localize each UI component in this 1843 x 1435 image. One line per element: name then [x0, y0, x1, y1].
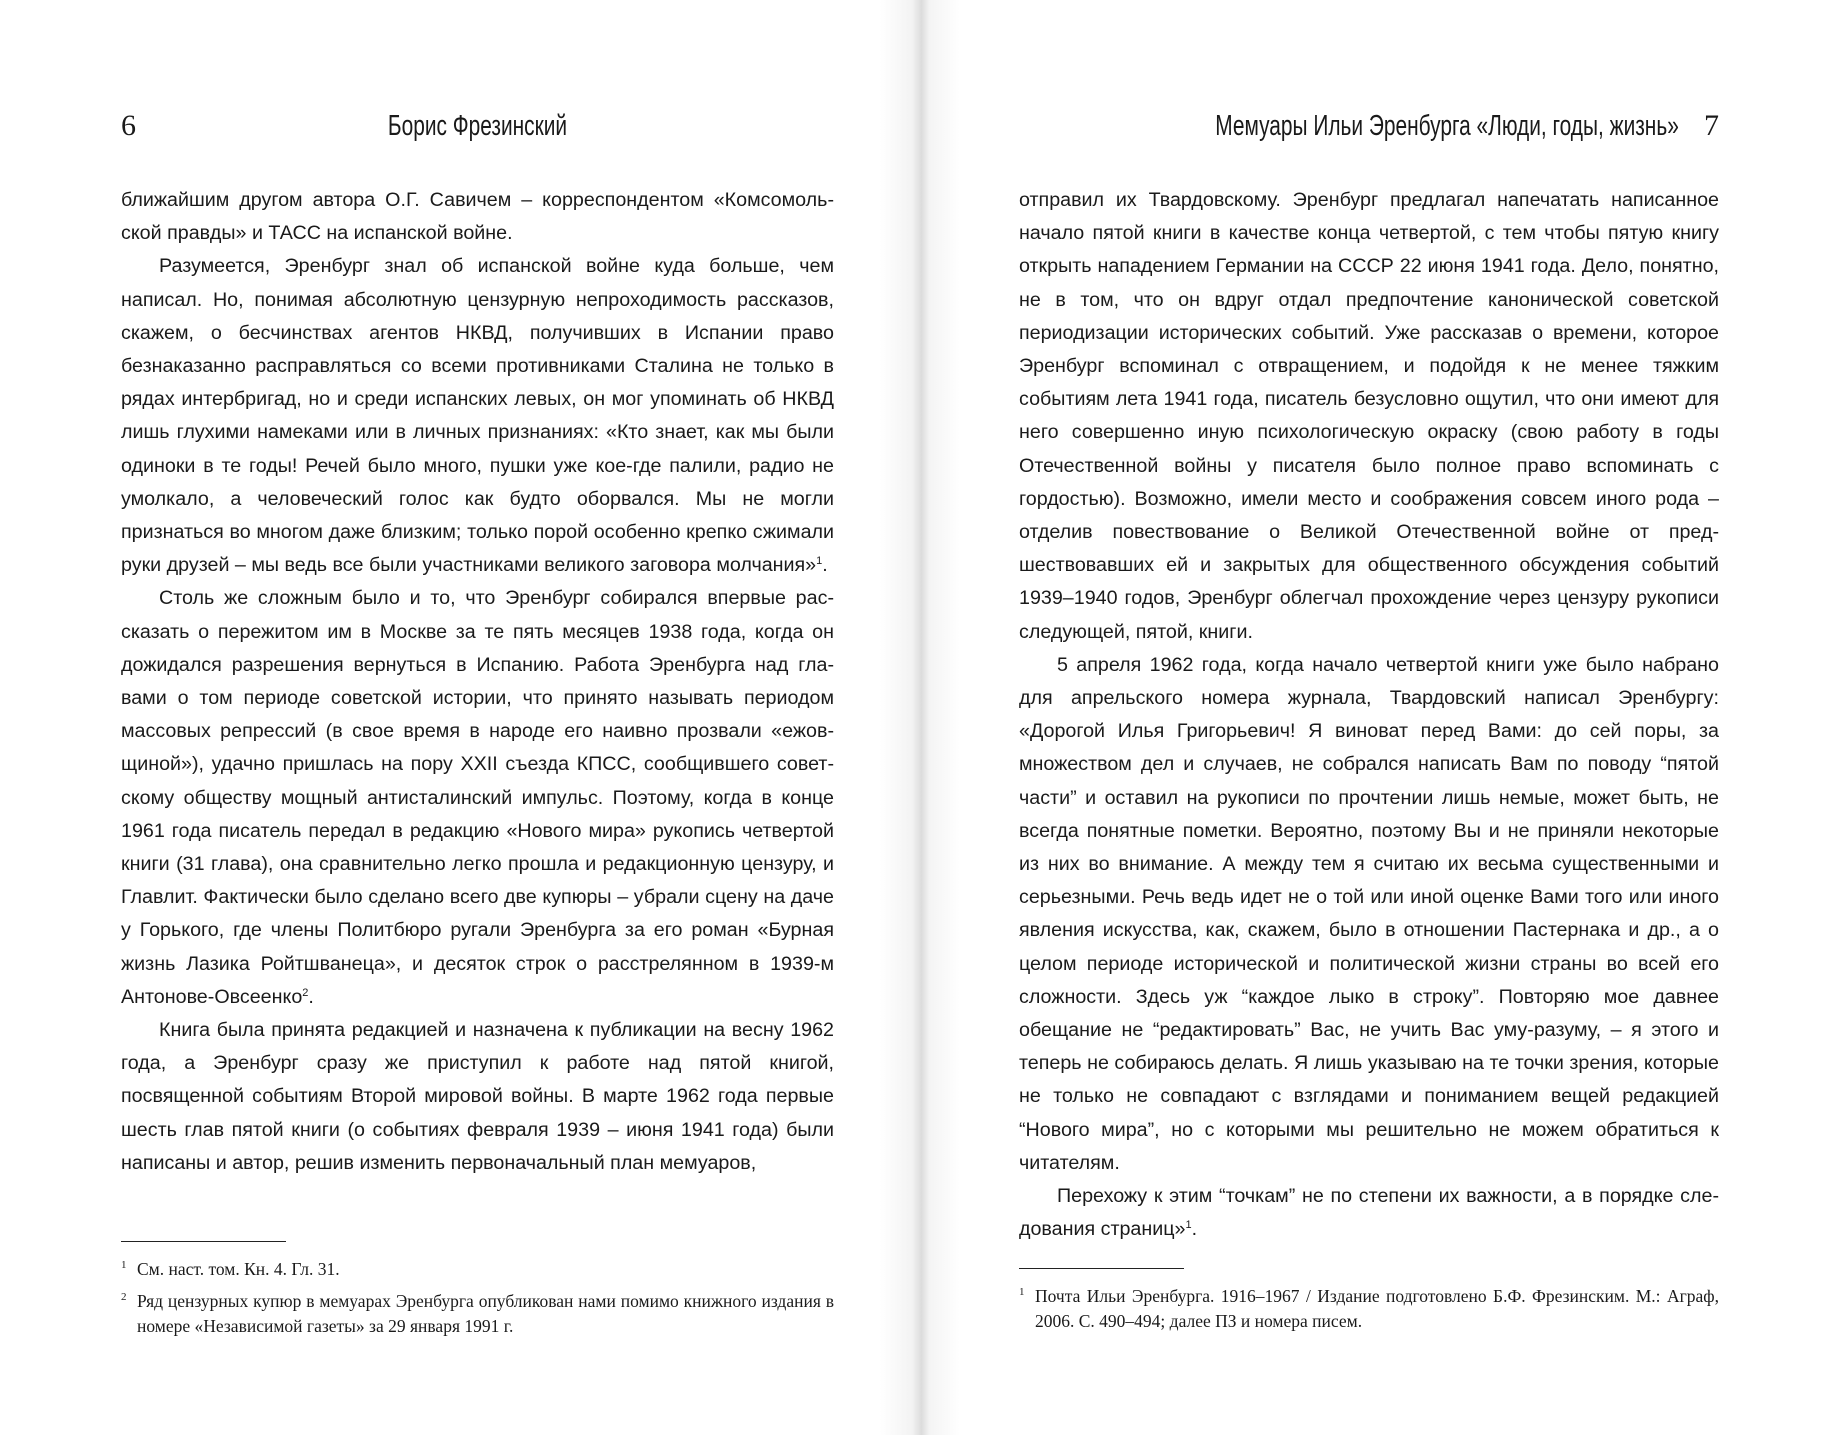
footnote-number: 1 — [1019, 1286, 1025, 1298]
right-page-number: 7 — [1704, 109, 1719, 142]
footnote-ref: 1 — [1185, 1219, 1192, 1232]
left-page-body — [121, 184, 834, 1180]
footnote-text: Ряд цензурных купюр в мемуарах Эренбурга опубликован нами помимо книжного издания в номере «Независимой газеты» за 29 января 1991 г. — [137, 1291, 834, 1336]
footnote-text: См. наст. том. Кн. 4. Гл. 31. — [137, 1259, 340, 1279]
footnote-separator — [1019, 1268, 1184, 1269]
paragraph: ближайшим другом автора О.Г. Савичем – корреспондентом «Комсомольской правды» и ТАСС на испанской войне. — [121, 189, 834, 245]
left-page-header — [121, 108, 834, 152]
left-running-title: Борис Фрезинский — [387, 110, 568, 142]
paragraph: Столь же сложным было и то, что Эренбург собирался впервые рассказать о пережитом им в Москве за те пять месяцев 1938 года, когда он дожидался разрешения вернуться в Испанию. Работа Эренбурга над главами о том периоде советской истории, что принято называть периодом массовых репрессий (в свое время в народе его наивно прозвали «ежовщиной»), удачно пришлась на пору XXII съезда КПСС, сообщившего советскому обществу мощный антисталинский импульс. Поэтому, когда в конце 1961 года писатель передал в редакцию «Нового мира» рукопись четвертой книги (31 глава), она сравнительно легко прошла и редакционную цензуру, и Главлит. Фактически было сделано всего две купюры – убрали сцену на даче у Горького, где члены Политбюро ругали Эренбурга за его роман «Бурная жизнь Лазика Ройтшванеца», и десяток строк о расстрелянном в 1939-м Антонове-Овсеенко$^2$. — [121, 587, 834, 1008]
footnote-number: 1 — [121, 1259, 127, 1271]
left-page-number: 6 — [121, 109, 136, 142]
footnote-ref: 2 — [302, 986, 309, 999]
paragraph: Книга была принята редакцией и назначена к публикации на весну 1962 года, а Эренбург сразу же приступил к работе над пятой книгой, посвященной событиям Второй мировой войны. В марте 1962 года первые шесть глав пятой книги (о событиях февраля 1939 – июня 1941 года) были написаны и автор, решив изменить первоначальный план мемуаров, — [121, 1019, 834, 1174]
paragraph: Перехожу к этим “точкам” не по степени их важности, а в порядке следования страниц»$^1$. — [1019, 1185, 1719, 1241]
paragraph: Разумеется, Эренбург знал об испанской войне куда больше, чем написал. Но, понимая абсолютную цензурную непроходимость рассказов, скажем, о бесчинствах агентов НКВД, получивших в Испании право безнаказанно расправляться со всеми противниками Сталина не только в рядах интербригад, но и среди испанских левых, он мог упоминать об НКВД лишь глухими намеками или в личных признаниях: «Кто знает, как мы были одиноки в те годы! Речей было много, пушки уже кое-где палили, радио не умолкало, а человеческий голос как будто оборвался. Мы не могли признаться во многом даже близким; только порой особенно крепко сжимали руки друзей – мы ведь все были участниками великого заговора молчания»$^1$. — [121, 255, 834, 577]
left-footnotes — [121, 1257, 834, 1346]
footnote — [121, 1257, 834, 1282]
right-page-body — [1019, 184, 1719, 1247]
footnote — [1019, 1284, 1719, 1334]
footnote-text: Почта Ильи Эренбурга. 1916–1967 / Издание подготовлено Б.Ф. Фрезинским. М.: Аграф, 2006. С. 490–494; далее ПЗ и номера писем. — [1035, 1286, 1719, 1331]
right-footnotes — [1019, 1284, 1719, 1341]
footnote-separator — [121, 1241, 286, 1242]
footnote-number: 2 — [121, 1291, 127, 1303]
right-page-header — [1019, 108, 1719, 152]
right-running-title: Мемуары Ильи Эренбурга «Люди, годы, жизнь» — [1215, 110, 1679, 142]
paragraph: 5 апреля 1962 года, когда начало четвертой книги уже было набрано для апрельского номера журнала, Твардовский написал Эренбургу: «Дорогой Илья Григорьевич! Я виноват перед Вами: до сей поры, за множеством дел и случаев, не собрался написать Вам по поводу “пятой части” и оставил на рукописи по прочтении лишь немые, может быть, не всегда понятные пометки. Вероятно, поэтому Вы и не приняли некоторые из них во внимание. А между тем я считаю их весьма существенными и серьезными. Речь ведь идет не о той или иной оценке Вами того или иного явления искусства, как, скажем, было в отношении Пастернака и др., а о целом периоде исторической и политической жизни страны во всей его сложности. Здесь уж “каждое лыко в строку”. Повторяю мое давнее обещание не “редактировать” Вас, не учить Вас уму-разуму, – я этого и теперь не собираюсь делать. Я лишь указываю на те точки зрения, которые не только не совпадают с взглядами и пониманием вещей редакцией “Нового мира”, но с которыми мы решительно не можем обратиться к читателям. — [1019, 653, 1719, 1174]
footnote — [121, 1289, 834, 1339]
paragraph: отправил их Твардовскому. Эренбург предлагал напечатать написанное начало пятой книги в качестве конца четвертой, с тем чтобы пятую книгу открыть нападением Германии на СССР 22 июня 1941 года. Дело, понятно, не в том, что он вдруг отдал предпочтение канонической советской периодизации исторических событий. Уже рассказав о времени, которое Эренбург вспоминал с отвращением, и подойдя к не менее тяжким событиям лета 1941 года, писатель безусловно ощутил, что они имеют для него совершенно иную психологическую окраску (свою работу в годы Отечественной войны у писателя было полное право вспоминать с гордостью). Возможно, имели место и соображения совсем иного рода – отделив повествование о Великой Отечественной войне от предшествовавших ей и закрытых для общественного обсуждения событий 1939–1940 годов, Эренбург облегчал прохождение через цензуру рукописи следующей, пятой, книги. — [1019, 189, 1719, 643]
book-gutter-shadow — [880, 0, 960, 1435]
footnote-ref: 1 — [816, 555, 823, 568]
